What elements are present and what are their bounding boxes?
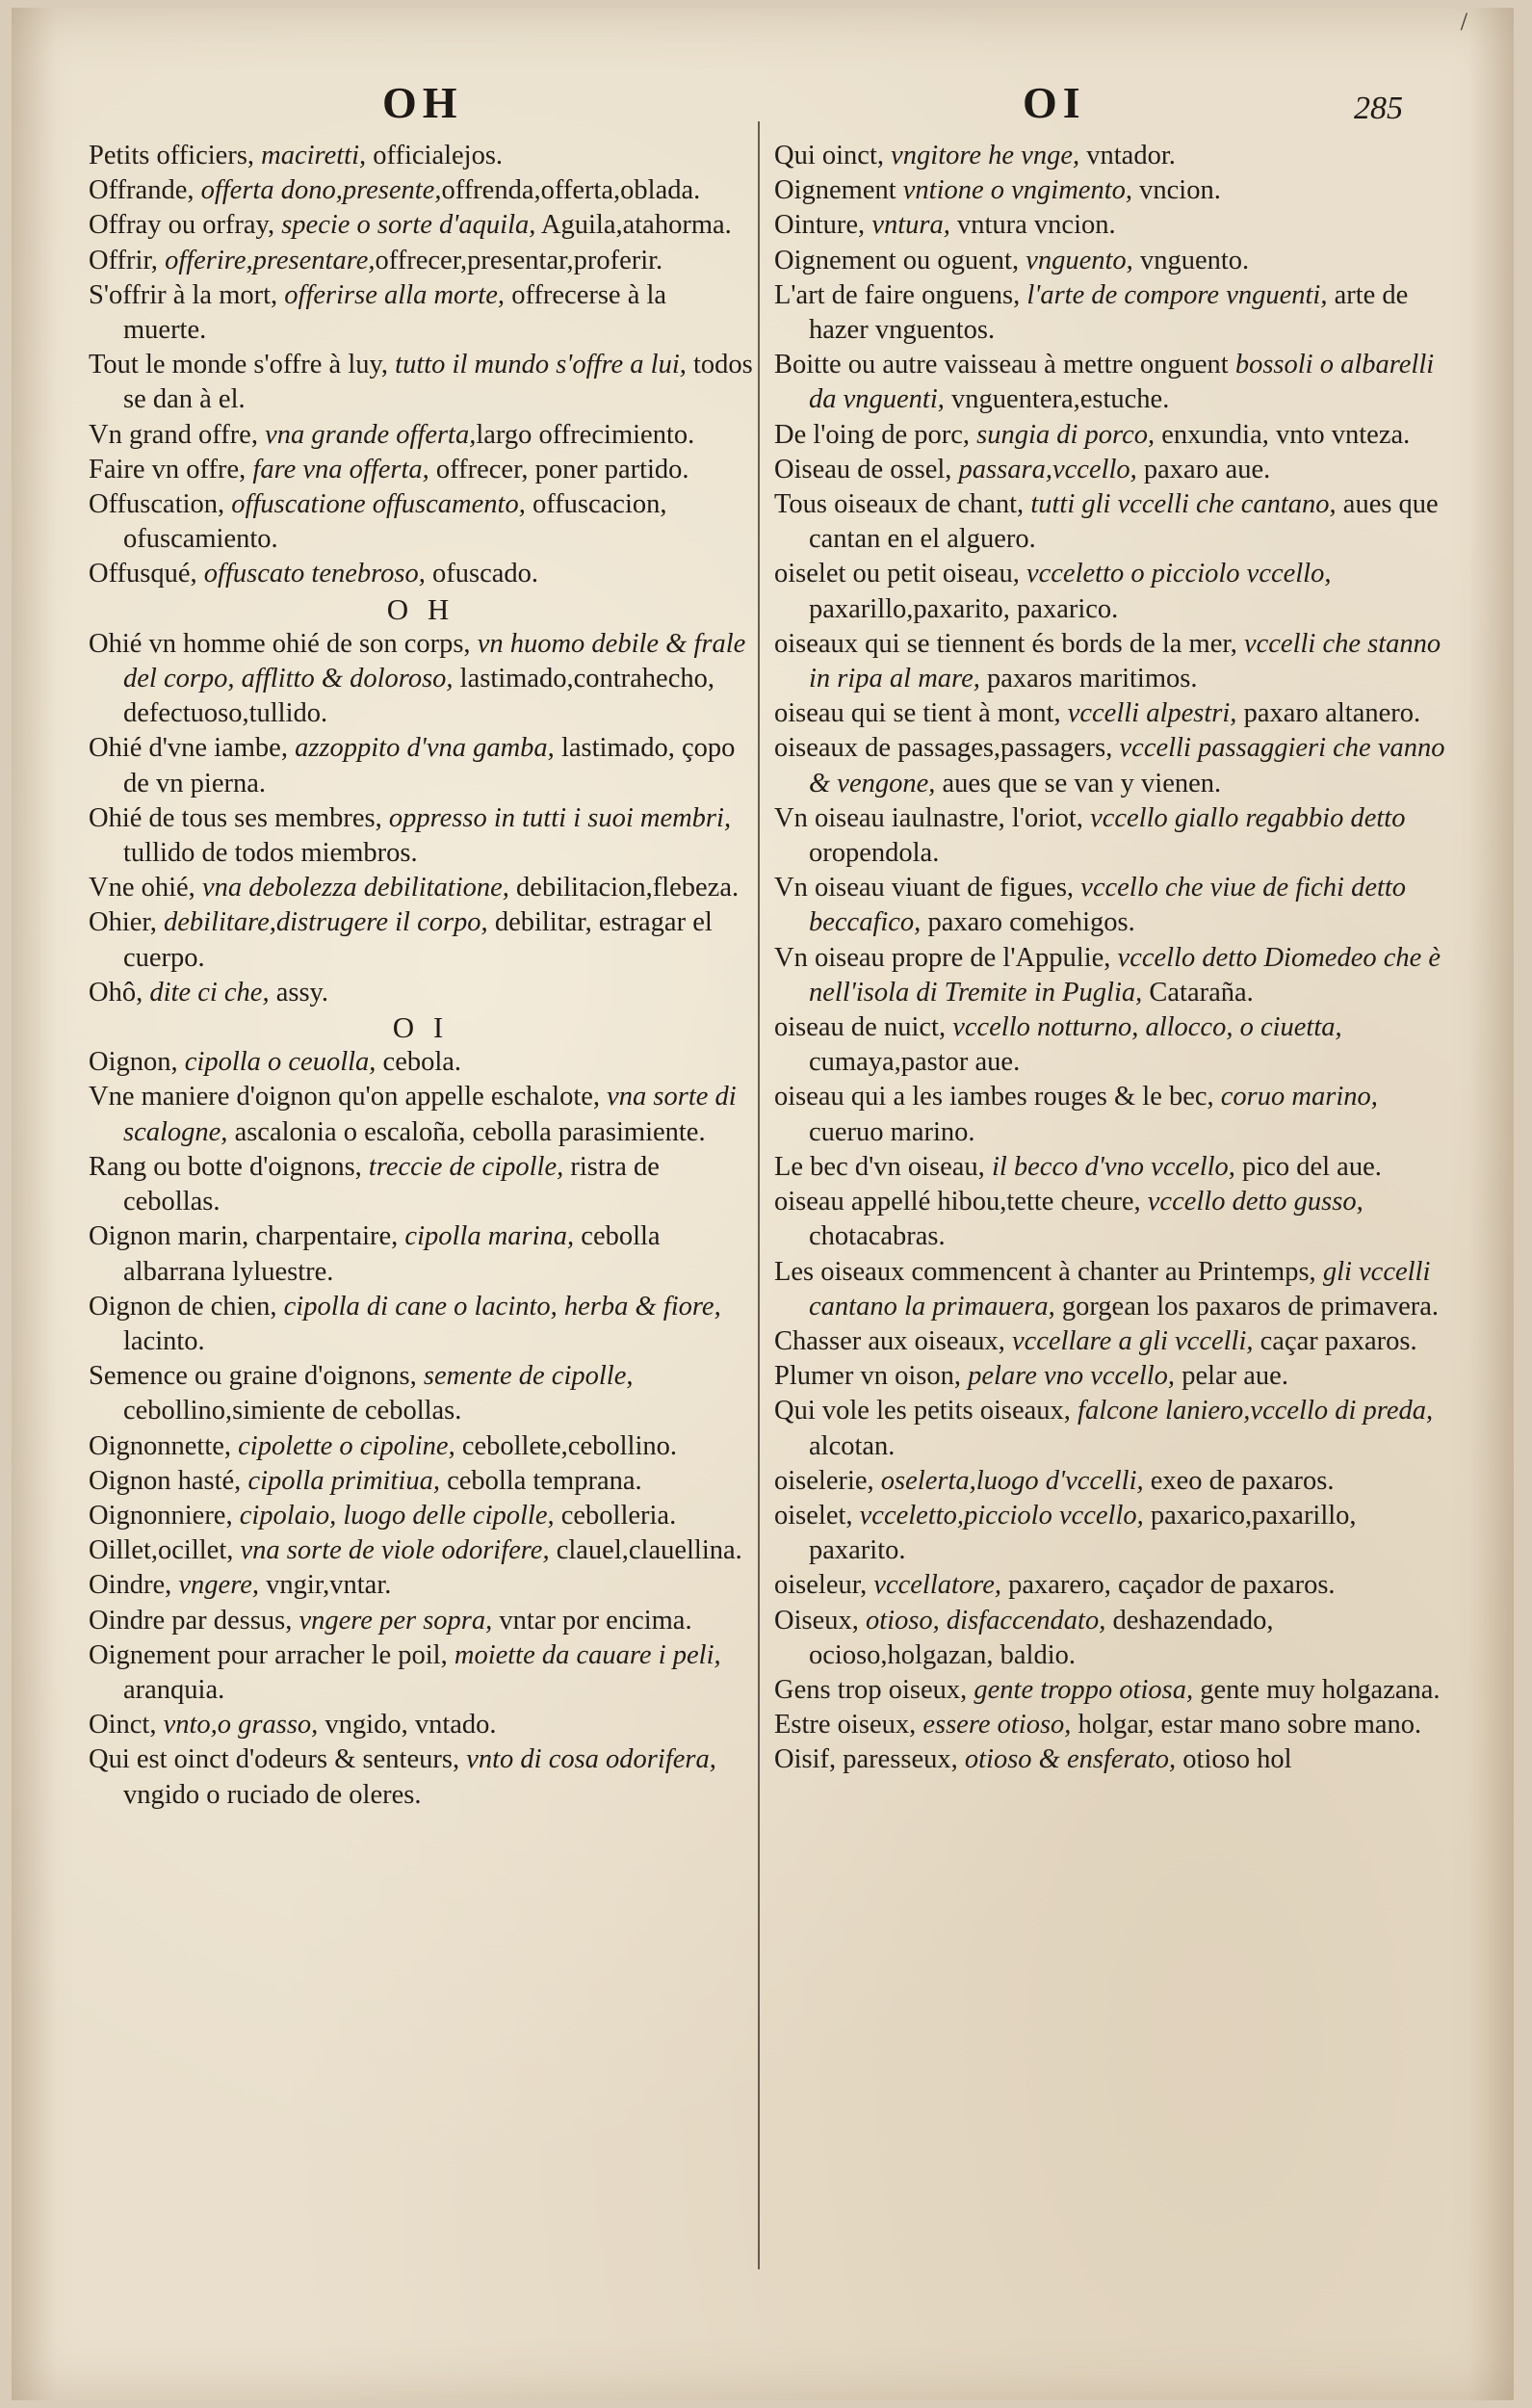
italian-translation: vnguento, (1019, 245, 1133, 275)
italian-translation: passara,vccello, (951, 454, 1137, 484)
french-headword: Le bec d'vn oiseau, (774, 1151, 985, 1182)
italian-translation: vntione o vngimento, (896, 175, 1132, 206)
spanish-translation: offrecer, poner partido. (428, 454, 689, 484)
left-column (89, 139, 753, 1813)
dictionary-entry (89, 1568, 753, 1603)
dictionary-entry (89, 1499, 753, 1533)
french-headword: Oindre, (89, 1570, 172, 1601)
dictionary-entry (774, 1464, 1448, 1499)
french-headword: Offrir, (89, 245, 158, 275)
italian-translation: vngere, (171, 1570, 259, 1601)
french-headword: Rang ou botte d'oignons, (89, 1151, 362, 1182)
french-headword: Vne maniere d'oignon qu'on appelle eschalote, (89, 1082, 601, 1112)
french-headword: Ohô, (89, 977, 143, 1008)
dictionary-entry (774, 557, 1448, 626)
spanish-translation: vngido o ruciado de oleres. (123, 1779, 422, 1810)
french-headword: Qui est oinct d'odeurs & senteurs, (89, 1744, 460, 1775)
italian-translation: vna grande offerta, (257, 419, 477, 450)
dictionary-entry (89, 1080, 753, 1149)
dictionary-entry (774, 696, 1448, 731)
french-headword: L'art de faire onguens, (774, 279, 1021, 310)
right-column (774, 139, 1448, 1778)
dictionary-entry (89, 348, 753, 417)
spanish-translation: cebola. (376, 1047, 462, 1078)
french-headword: oiselet ou petit oiseau, (774, 559, 1020, 589)
italian-translation: pelare vno vccello, (960, 1361, 1176, 1392)
spanish-translation: debilitar, estragar el cuerpo. (123, 907, 713, 973)
french-headword: oiselet, (774, 1500, 853, 1531)
dictionary-entry (774, 1010, 1448, 1080)
italian-translation: cipolaio, luogo delle cipolle, (232, 1500, 555, 1531)
dictionary-entry (774, 453, 1448, 487)
italian-translation: oselerta,luogo d'vccelli, (873, 1465, 1144, 1496)
italian-translation: vnto,o grasso, (156, 1710, 319, 1741)
spanish-translation: ascalonia o escaloña, cebolla parasimiente. (227, 1116, 706, 1147)
dictionary-entry (89, 1638, 753, 1708)
spanish-translation: vntador. (1079, 141, 1176, 170)
dictionary-entry (774, 1708, 1448, 1742)
italian-translation: gente troppo otiosa, (967, 1674, 1194, 1705)
french-headword: Ohié de tous ses membres, (89, 802, 382, 833)
french-headword: Petits officiers, (89, 141, 255, 170)
spanish-translation: todos se dan à el. (123, 350, 753, 415)
dictionary-entry (89, 453, 753, 487)
french-headword: Oiseau de ossel, (774, 454, 952, 484)
italian-translation: vccello notturno, allocco, o ciuetta, (946, 1012, 1342, 1043)
italian-translation: vcceletto,picciolo vccello, (852, 1500, 1144, 1531)
spanish-translation: cumaya,pastor aue. (809, 1047, 1021, 1078)
dictionary-entry (774, 1080, 1448, 1149)
spanish-translation: vncion. (1132, 175, 1221, 206)
italian-translation: cipolla primitiua, (241, 1465, 440, 1496)
italian-translation: il becco d'vno vccello, (984, 1151, 1235, 1182)
french-headword: Faire vn offre, (89, 454, 247, 484)
french-headword: S'offrir à la mort, (89, 279, 278, 310)
italian-translation: cipolette o cipoline, (231, 1430, 455, 1461)
italian-translation: moiette da cauare i peli, (447, 1639, 721, 1670)
italian-translation: vngere per sopra, (292, 1605, 493, 1636)
dictionary-entry (89, 801, 753, 871)
french-headword: Vn grand offre, (89, 419, 258, 450)
spanish-translation: tullido de todos miembros. (123, 838, 418, 869)
spanish-translation: assy. (269, 977, 329, 1008)
french-headword: Vn oiseau viuant de figues, (774, 873, 1075, 903)
spanish-translation: otioso hol (1176, 1744, 1292, 1775)
spanish-translation: aues que cantan en el alguero. (809, 489, 1439, 555)
dictionary-entry (89, 1045, 753, 1080)
dictionary-entry (89, 173, 753, 208)
italian-translation: vnto di cosa odorifera, (459, 1744, 716, 1775)
spanish-translation: paxaro aue. (1136, 454, 1271, 484)
italian-translation: cipolla marina, (398, 1221, 575, 1252)
dictionary-entry (774, 139, 1448, 173)
running-header-right: OI (1023, 78, 1086, 127)
dictionary-entry (89, 731, 753, 800)
spanish-translation: offrecer,presentar,proferir. (375, 245, 663, 275)
dictionary-entry (89, 1150, 753, 1219)
french-headword: Tout le monde s'offre à luy, (89, 350, 389, 380)
spanish-translation: vnguentera,estuche. (944, 384, 1170, 415)
spanish-translation: lastimado,contrahecho, defectuoso,tullido. (123, 664, 714, 729)
italian-translation: vccelli passaggieri che vanno & vengone, (809, 733, 1445, 798)
italian-translation: vccellare a gli vccelli, (1004, 1325, 1254, 1356)
french-headword: oiseaux qui se tiennent és bords de la mer, (774, 628, 1237, 659)
italian-translation: vna sorte de viole odorifere, (233, 1535, 550, 1566)
italian-translation: treccie de cipolle, (361, 1151, 564, 1182)
italian-translation: azzoppito d'vna gamba, (287, 733, 555, 764)
dictionary-entry (774, 801, 1448, 871)
french-headword: Oisif, paresseux, (774, 1744, 958, 1775)
french-headword: Oignement pour arracher le poil, (89, 1639, 448, 1670)
dictionary-entry (774, 1742, 1448, 1777)
dictionary-entry (89, 1219, 753, 1289)
italian-translation: falcone laniero,vccello di preda, (1070, 1396, 1434, 1426)
french-headword: Vn oiseau iaulnastre, l'oriot, (774, 802, 1083, 833)
french-headword: Oiseux, (774, 1605, 859, 1636)
spanish-translation: paxaros maritimos. (979, 664, 1198, 694)
italian-translation: oppresso in tutti i suoi membri, (381, 802, 732, 833)
spanish-translation: chotacabras. (809, 1221, 946, 1252)
spanish-translation: aues que se van y vienen. (935, 768, 1222, 798)
french-headword: oiseau de nuict, (774, 1012, 947, 1043)
dictionary-entry (774, 871, 1448, 940)
spanish-translation: paxaro comehigos. (921, 907, 1135, 938)
french-headword: oiseau qui a les iambes rouges & le bec, (774, 1082, 1214, 1112)
french-headword: De l'oing de porc, (774, 419, 970, 450)
french-headword: Offuscation, (89, 489, 225, 520)
spanish-translation: vntura vncion. (949, 210, 1116, 241)
spanish-translation: paxaro altanero. (1236, 698, 1421, 729)
italian-translation: vccelli alpestri, (1060, 698, 1237, 729)
spanish-translation: holgar, estar mano sobre mano. (1071, 1710, 1422, 1741)
dictionary-entry (89, 139, 753, 173)
spanish-translation: cebolla temprana. (439, 1465, 642, 1496)
dictionary-entry (89, 1359, 753, 1428)
italian-translation: cipolla o ceuolla, (177, 1047, 377, 1078)
dictionary-entry (774, 1499, 1448, 1568)
spanish-translation: cebolleria. (554, 1500, 677, 1531)
french-headword: oiselerie, (774, 1465, 874, 1496)
dictionary-entry (774, 1255, 1448, 1324)
french-headword: Oillet,ocillet, (89, 1535, 234, 1566)
dictionary-entry (89, 278, 753, 348)
italian-translation: specie o sorte d'aquila, (274, 210, 536, 241)
spanish-translation: paxarero, caçador de paxaros. (1001, 1570, 1336, 1601)
french-headword: Qui vole les petits oiseaux, (774, 1396, 1071, 1426)
french-headword: Ohier, (89, 907, 157, 938)
italian-translation: offerirse alla morte, (277, 279, 506, 310)
french-headword: Oignement ou oguent, (774, 245, 1020, 275)
spanish-translation: vngido, vntado. (318, 1710, 497, 1741)
spanish-translation: officialejos. (366, 141, 504, 170)
spanish-translation: exeo de paxaros. (1143, 1465, 1335, 1496)
spanish-translation: cueruo marino. (809, 1116, 975, 1147)
italian-translation: vna sorte di scalogne, (123, 1082, 737, 1147)
spanish-translation: vntar por encima. (492, 1605, 692, 1636)
spanish-translation: aranquia. (123, 1674, 225, 1705)
italian-translation: debilitare,distrugere il corpo, (156, 907, 488, 938)
dictionary-entry (774, 1394, 1448, 1463)
french-headword: oiseaux de passages,passagers, (774, 733, 1113, 764)
spanish-translation: paxarillo,paxarito, paxarico. (809, 593, 1119, 624)
dictionary-entry (774, 348, 1448, 417)
spanish-translation: cebollete,cebollino. (454, 1430, 677, 1461)
italian-translation: vcceletto o picciolo vccello, (1019, 559, 1332, 589)
spanish-translation: arte de hazer vnguentos. (809, 279, 1409, 346)
french-headword: Offray ou orfray, (89, 210, 275, 241)
italian-translation: vccello che viue de fichi detto beccafico, (809, 873, 1407, 938)
spanish-translation: cebolla albarrana lyluestre. (123, 1221, 661, 1287)
section-heading: O I (392, 1010, 450, 1045)
dictionary-entry (89, 244, 753, 278)
italian-translation: otioso, disfaccendato, (858, 1605, 1106, 1636)
spanish-translation: gente muy holgazana. (1193, 1674, 1441, 1705)
italian-translation: tutti gli vccelli che cantano, (1024, 489, 1337, 520)
french-headword: Oignon hasté, (89, 1465, 242, 1496)
italian-translation: fare vna offerta, (246, 454, 429, 484)
italian-translation: vccello detto gusso, (1140, 1187, 1363, 1217)
french-headword: Ohié vn homme ohié de son corps, (89, 628, 471, 659)
dictionary-entry (774, 1359, 1448, 1394)
dictionary-entry (774, 418, 1448, 453)
spanish-translation: debilitacion,flebeza. (508, 873, 740, 903)
italian-translation: vccello giallo regabbio detto (1082, 802, 1406, 833)
spanish-translation: deshazendado, ocioso,holgazan, baldio. (809, 1605, 1274, 1670)
dictionary-entry (774, 941, 1448, 1010)
french-headword: Vne ohié, (89, 873, 195, 903)
spanish-translation: Catarañа. (1142, 977, 1254, 1008)
french-headword: Oinct, (89, 1710, 157, 1741)
spanish-translation: caçar paxaros. (1253, 1325, 1417, 1356)
italian-translation: coruo marino, (1213, 1082, 1378, 1112)
dictionary-entry (774, 278, 1448, 348)
italian-translation: semente de cipolle, (416, 1361, 634, 1392)
dictionary-entry (774, 208, 1448, 243)
running-header-left: OH (382, 78, 463, 127)
dictionary-entry (89, 1742, 753, 1812)
french-headword: Oignonniere, (89, 1500, 233, 1531)
dictionary-entry (89, 1429, 753, 1464)
spanish-translation: offrenda,offerta,oblada. (441, 175, 701, 206)
spanish-translation: gorgean los paxaros de primavera. (1054, 1291, 1440, 1322)
french-headword: Oignon marin, charpentaire, (89, 1221, 399, 1252)
italian-translation: maciretti, (254, 141, 367, 170)
italian-translation: vngitore he vnge, (884, 141, 1080, 170)
italian-translation: offuscato tenebroso, (196, 559, 426, 589)
spanish-translation: cebollino,simiente de cebollas. (123, 1396, 462, 1426)
dictionary-entry (89, 418, 753, 453)
dictionary-entry (89, 557, 753, 591)
spanish-translation: vnguento. (1132, 245, 1250, 275)
dictionary-entry (89, 208, 753, 243)
french-headword: oiseau appellé hibou,tette cheure, (774, 1187, 1141, 1217)
dictionary-entry (89, 1533, 753, 1568)
dictionary-entry (774, 627, 1448, 696)
italian-translation: vn huomo debile & frale del corpo, afflitto & doloroso, (123, 628, 746, 694)
dictionary-entry (774, 731, 1448, 800)
dictionary-entry (89, 871, 753, 905)
french-headword: oiseleur, (774, 1570, 868, 1601)
french-headword: Oignon, (89, 1047, 178, 1078)
french-headword: Plumer vn oison, (774, 1361, 961, 1392)
dictionary-entry (774, 244, 1448, 278)
spanish-translation: clauel,clauellina. (549, 1535, 742, 1566)
italian-translation: essere otioso, (916, 1710, 1072, 1741)
italian-translation: gli vccelli cantano la primauera, (809, 1256, 1431, 1322)
dictionary-entry (89, 487, 753, 557)
french-headword: Offrande, (89, 175, 195, 206)
spanish-translation: vngir,vntar. (259, 1570, 392, 1601)
dictionary-entry (774, 1185, 1448, 1254)
column-divider (758, 121, 760, 2269)
dictionary-entry (774, 1604, 1448, 1673)
dictionary-entry (774, 1150, 1448, 1185)
french-headword: Chasser aux oiseaux, (774, 1325, 1005, 1356)
dictionary-entry (89, 1604, 753, 1638)
dictionary-entry (89, 976, 753, 1010)
spanish-translation: lastimado, çopo de vn pierna. (123, 733, 736, 798)
spanish-translation: paxarico,paxarillo, paxarito. (809, 1500, 1357, 1566)
spanish-translation: alcotan. (809, 1430, 896, 1461)
french-headword: Ohié d'vne iambe, (89, 733, 288, 764)
italian-translation: sungia di porco, (970, 419, 1155, 450)
spanish-translation: pelar aue. (1175, 1361, 1288, 1392)
french-headword: Estre oiseux, (774, 1710, 917, 1741)
spanish-translation: ristra de cebollas. (123, 1151, 660, 1217)
french-headword: Tous oiseaux de chant, (774, 489, 1025, 520)
italian-translation: vntura, (865, 210, 950, 241)
dictionary-entry (774, 487, 1448, 557)
spanish-translation: offuscacion, ofuscamiento. (123, 489, 667, 555)
french-headword: Semence ou graine d'oignons, (89, 1361, 417, 1392)
dictionary-entry (774, 1568, 1448, 1603)
italian-translation: vccelli che stanno in ripa al mare, (809, 628, 1441, 694)
french-headword: Qui oinct, (774, 141, 884, 170)
spanish-translation: enxundia, vnto vnteza. (1155, 419, 1411, 450)
dictionary-page (12, 8, 1514, 2400)
italian-translation: bossoli o albarelli da vnguenti, (809, 350, 1435, 415)
french-headword: Les oiseaux commencent à chanter au Printemps, (774, 1256, 1316, 1287)
spanish-translation: Aguila,atahorma. (535, 210, 732, 241)
dictionary-entry (89, 1708, 753, 1742)
french-headword: Boitte ou autre vaisseau à mettre onguent (774, 350, 1229, 380)
italian-translation: offuscatione offuscamento, (224, 489, 526, 520)
french-headword: Oignement (774, 175, 896, 206)
french-headword: Gens trop oiseux, (774, 1674, 968, 1705)
italian-translation: dite ci che, (143, 977, 270, 1008)
french-headword: oiseau qui se tient à mont, (774, 698, 1061, 729)
french-headword: Oignonnette, (89, 1430, 232, 1461)
spanish-translation: largo offrecimiento. (476, 419, 695, 450)
italian-translation: vccellatore, (867, 1570, 1001, 1601)
french-headword: Vn oiseau propre de l'Appulie, (774, 942, 1111, 973)
spanish-translation: pico del aue. (1234, 1151, 1382, 1182)
french-headword: Oindre par dessus, (89, 1605, 293, 1636)
italian-translation: vna debolezza debilitatione, (195, 873, 509, 903)
corner-mark: / (1460, 8, 1467, 36)
french-headword: Oignon de chien, (89, 1291, 277, 1322)
italian-translation: offerta dono,presente, (194, 175, 442, 206)
french-headword: Offusqué, (89, 559, 197, 589)
dictionary-entry (89, 1464, 753, 1499)
dictionary-entry (774, 1673, 1448, 1708)
spanish-translation: ofuscado. (425, 559, 539, 589)
italian-translation: vccello detto Diomedeo che è nell'isola di Tremite in Puglia, (809, 942, 1441, 1008)
spanish-translation: oropendola. (809, 838, 940, 869)
page-number: 285 (1354, 91, 1403, 126)
italian-translation: otioso & ensferato, (957, 1744, 1177, 1775)
spanish-translation: lacinto. (123, 1325, 205, 1356)
italian-translation: tutto il mundo s'offre a lui, (388, 350, 687, 380)
french-headword: Ointure, (774, 210, 866, 241)
dictionary-entry (774, 1324, 1448, 1359)
italian-translation: offerire,presentare, (157, 245, 376, 275)
section-heading: O H (386, 591, 455, 626)
dictionary-entry (89, 905, 753, 975)
italian-translation: cipolla di cane o lacinto, herba & fiore, (276, 1291, 721, 1322)
italian-translation: l'arte de compore vnguenti, (1020, 279, 1328, 310)
dictionary-entry (774, 173, 1448, 208)
dictionary-entry (89, 627, 753, 732)
dictionary-entry (89, 1290, 753, 1359)
spanish-translation: offrecerse à la muerte. (123, 279, 667, 346)
